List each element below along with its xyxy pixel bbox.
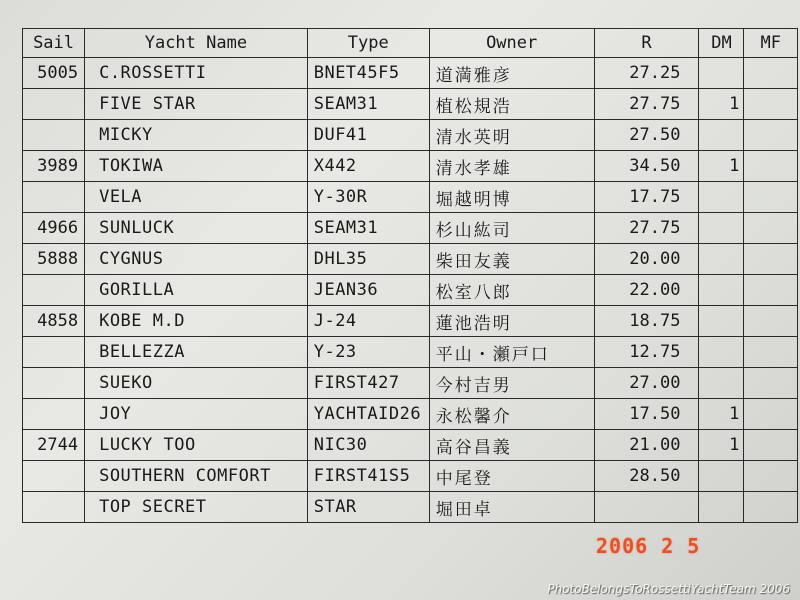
mf-mark [744, 213, 798, 244]
dm-mark [699, 58, 744, 89]
yacht-type: FIRST427 [307, 368, 429, 399]
sail-number [23, 461, 85, 492]
yacht-name: JOY [85, 399, 308, 430]
yacht-type: DUF41 [307, 120, 429, 151]
yacht-name: LUCKY TOO [85, 430, 308, 461]
owner-name: 松室八郎 [429, 275, 594, 306]
photo-watermark: PhotoBelongsToRossettiYachtTeam 2006 [547, 582, 790, 596]
yacht-name: GORILLA [85, 275, 308, 306]
table-row [23, 151, 798, 182]
sail-number: 4858 [23, 306, 85, 337]
dm-mark [699, 306, 744, 337]
yacht-name: TOKIWA [85, 151, 308, 182]
rating: 12.75 [594, 337, 699, 368]
dm-mark [699, 275, 744, 306]
mf-mark [744, 399, 798, 430]
rating [594, 492, 699, 523]
table-row [23, 368, 798, 399]
mf-mark [744, 89, 798, 120]
yacht-type: JEAN36 [307, 275, 429, 306]
dm-mark [699, 244, 744, 275]
yacht-type: Y-23 [307, 337, 429, 368]
sail-number: 5888 [23, 244, 85, 275]
sail-number [23, 275, 85, 306]
dm-mark [699, 337, 744, 368]
yacht-type: SEAM31 [307, 89, 429, 120]
mf-mark [744, 120, 798, 151]
dm-mark [699, 368, 744, 399]
dm-mark [699, 461, 744, 492]
table-row [23, 430, 798, 461]
rating: 17.75 [594, 182, 699, 213]
owner-name: 清水英明 [429, 120, 594, 151]
dm-mark: 1 [699, 399, 744, 430]
mf-mark [744, 492, 798, 523]
mf-mark [744, 337, 798, 368]
dm-mark [699, 492, 744, 523]
yacht-type: STAR [307, 492, 429, 523]
mf-mark [744, 182, 798, 213]
roster-body [23, 58, 798, 523]
table-row [23, 89, 798, 120]
sail-number [23, 337, 85, 368]
rating: 22.00 [594, 275, 699, 306]
owner-name: 堀越明博 [429, 182, 594, 213]
owner-name: 永松馨介 [429, 399, 594, 430]
dm-mark [699, 182, 744, 213]
rating: 27.50 [594, 120, 699, 151]
yacht-name: SUEKO [85, 368, 308, 399]
mf-mark [744, 244, 798, 275]
yacht-type: YACHTAID26 [307, 399, 429, 430]
yacht-name: FIVE STAR [85, 89, 308, 120]
camera-date-stamp: 2006 2 5 [596, 534, 701, 558]
yacht-roster-table [22, 28, 798, 523]
owner-name: 平山・瀬戸口 [429, 337, 594, 368]
owner-name: 堀田卓 [429, 492, 594, 523]
dm-mark [699, 213, 744, 244]
table-row [23, 275, 798, 306]
header-dm: DM [699, 29, 744, 58]
owner-name: 杉山紘司 [429, 213, 594, 244]
yacht-name: MICKY [85, 120, 308, 151]
sail-number [23, 182, 85, 213]
yacht-type: J-24 [307, 306, 429, 337]
rating: 28.50 [594, 461, 699, 492]
mf-mark [744, 151, 798, 182]
header-row [23, 29, 798, 58]
sail-number [23, 492, 85, 523]
header-owner: Owner [429, 29, 594, 58]
table-row [23, 213, 798, 244]
header-sail: Sail [23, 29, 85, 58]
owner-name: 道満雅彦 [429, 58, 594, 89]
mf-mark [744, 461, 798, 492]
sail-number: 2744 [23, 430, 85, 461]
yacht-name: SUNLUCK [85, 213, 308, 244]
mf-mark [744, 275, 798, 306]
dm-mark: 1 [699, 430, 744, 461]
yacht-name: SOUTHERN COMFORT [85, 461, 308, 492]
header-type: Type [307, 29, 429, 58]
rating: 27.75 [594, 213, 699, 244]
table-row [23, 492, 798, 523]
table-row [23, 399, 798, 430]
table-row [23, 337, 798, 368]
rating: 27.75 [594, 89, 699, 120]
yacht-type: X442 [307, 151, 429, 182]
yacht-name: KOBE M.D [85, 306, 308, 337]
owner-name: 清水孝雄 [429, 151, 594, 182]
rating: 34.50 [594, 151, 699, 182]
mf-mark [744, 58, 798, 89]
dm-mark: 1 [699, 151, 744, 182]
owner-name: 蓮池浩明 [429, 306, 594, 337]
table-row [23, 120, 798, 151]
sail-number [23, 120, 85, 151]
rating: 21.00 [594, 430, 699, 461]
rating: 27.00 [594, 368, 699, 399]
sail-number: 3989 [23, 151, 85, 182]
dm-mark [699, 120, 744, 151]
mf-mark [744, 430, 798, 461]
rating: 18.75 [594, 306, 699, 337]
owner-name: 今村吉男 [429, 368, 594, 399]
mf-mark [744, 368, 798, 399]
sail-number [23, 89, 85, 120]
rating: 27.25 [594, 58, 699, 89]
yacht-type: DHL35 [307, 244, 429, 275]
rating: 20.00 [594, 244, 699, 275]
yacht-name: C.ROSSETTI [85, 58, 308, 89]
table-row [23, 182, 798, 213]
header-mf: MF [744, 29, 798, 58]
yacht-name: TOP SECRET [85, 492, 308, 523]
header-rating: R [594, 29, 699, 58]
dm-mark: 1 [699, 89, 744, 120]
table-row [23, 58, 798, 89]
sail-number: 5005 [23, 58, 85, 89]
yacht-type: NIC30 [307, 430, 429, 461]
rating: 17.50 [594, 399, 699, 430]
yacht-type: BNET45F5 [307, 58, 429, 89]
yacht-type: Y-30R [307, 182, 429, 213]
sail-number: 4966 [23, 213, 85, 244]
table-row [23, 244, 798, 275]
owner-name: 柴田友義 [429, 244, 594, 275]
owner-name: 植松規浩 [429, 89, 594, 120]
owner-name: 中尾登 [429, 461, 594, 492]
yacht-type: SEAM31 [307, 213, 429, 244]
yacht-type: FIRST41S5 [307, 461, 429, 492]
yacht-name: BELLEZZA [85, 337, 308, 368]
mf-mark [744, 306, 798, 337]
sail-number [23, 399, 85, 430]
table-row [23, 461, 798, 492]
owner-name: 高谷昌義 [429, 430, 594, 461]
sail-number [23, 368, 85, 399]
yacht-name: CYGNUS [85, 244, 308, 275]
header-yacht-name: Yacht Name [85, 29, 308, 58]
yacht-name: VELA [85, 182, 308, 213]
table-row [23, 306, 798, 337]
